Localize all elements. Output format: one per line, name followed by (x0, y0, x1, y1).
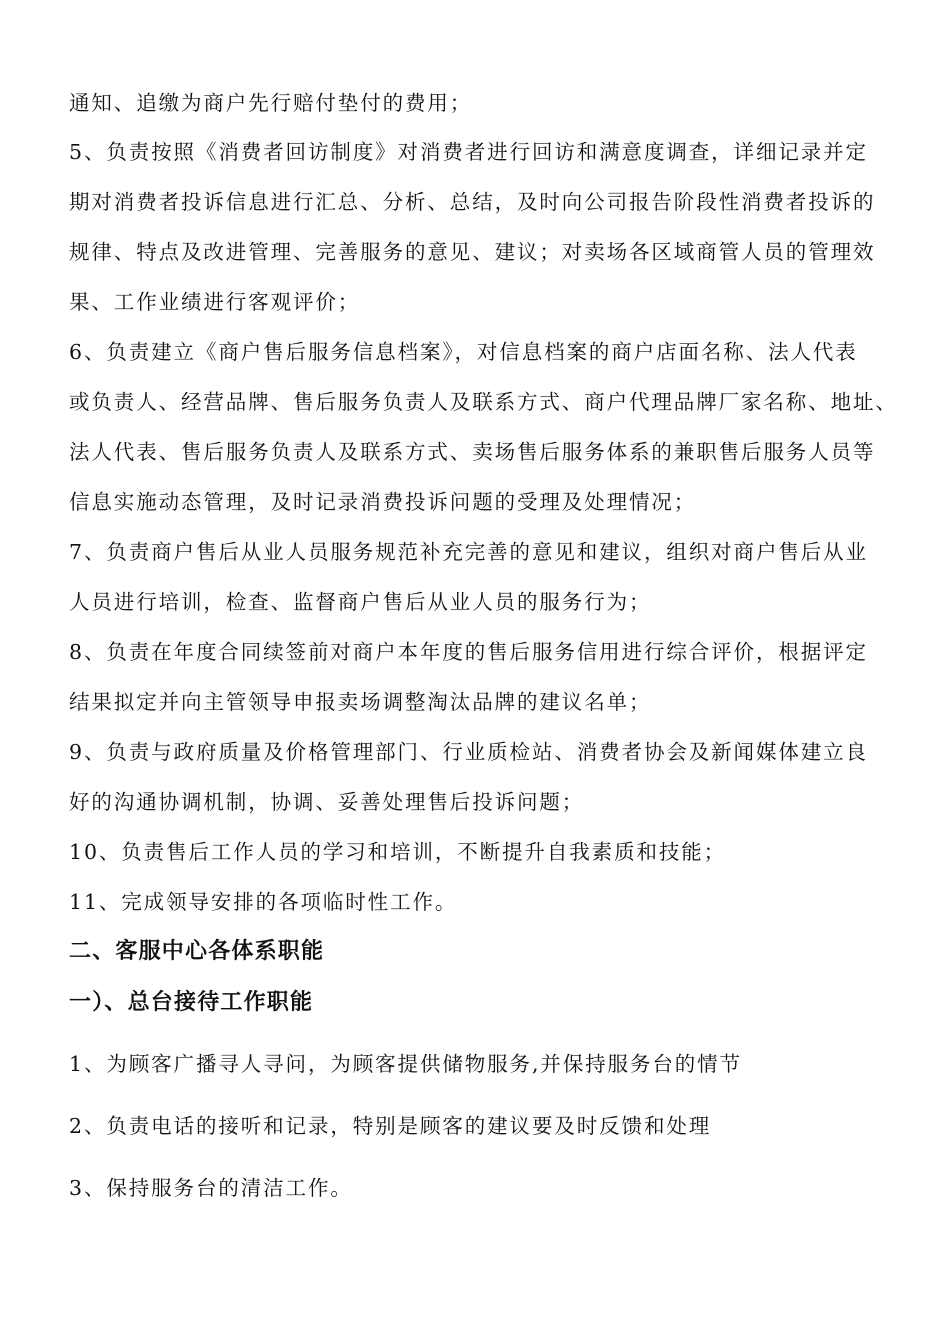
paragraph-line: 8、负责在年度合同续签前对商户本年度的售后服务信用进行综合评价，根据评定 (69, 640, 868, 664)
paragraph-line: 好的沟通协调机制，协调、妥善处理售后投诉问题； (69, 790, 585, 814)
paragraph-line: 6、负责建立《商户售后服务信息档案》，对信息档案的商户店面名称、法人代表 (69, 340, 858, 364)
paragraph-line: 9、负责与政府质量及价格管理部门、行业质检站、消费者协会及新闻媒体建立良 (69, 740, 868, 764)
paragraph-line: 或负责人、经营品牌、售后服务负责人及联系方式、商户代理品牌厂家名称、地址、 (69, 390, 898, 414)
paragraph-line: 通知、追缴为商户先行赔付垫付的费用； (69, 91, 473, 115)
subsection-heading: 一）、总台接待工作职能 (69, 990, 314, 1015)
list-item: 3、保持服务台的清洁工作。 (69, 1176, 353, 1200)
paragraph-line: 期对消费者投诉信息进行汇总、分析、总结，及时向公司报告阶段性消费者投诉的 (69, 190, 876, 214)
paragraph-line: 法人代表、售后服务负责人及联系方式、卖场售后服务体系的兼职售后服务人员等 (69, 440, 876, 464)
paragraph-line: 5、负责按照《消费者回访制度》对消费者进行回访和满意度调查，详细记录并定 (69, 140, 868, 164)
paragraph-line: 10、负责售后工作人员的学习和培训，不断提升自我素质和技能； (69, 840, 727, 864)
list-item: 1、为顾客广播寻人寻问，为顾客提供储物服务,并保持服务台的情节 (69, 1052, 742, 1076)
section-heading: 二、客服中心各体系职能 (69, 939, 325, 964)
paragraph-line: 11、完成领导安排的各项临时性工作。 (69, 890, 458, 914)
paragraph-line: 规律、特点及改进管理、完善服务的意见、建议；对卖场各区域商管人员的管理效 (69, 240, 876, 264)
list-item: 2、负责电话的接听和记录，特别是顾客的建议要及时反馈和处理 (69, 1114, 712, 1138)
paragraph-line: 信息实施动态管理，及时记录消费投诉问题的受理及处理情况； (69, 490, 697, 514)
paragraph-line: 果、工作业绩进行客观评价； (69, 290, 361, 314)
paragraph-line: 人员进行培训，检查、监督商户售后从业人员的服务行为； (69, 590, 652, 614)
paragraph-line: 7、负责商户售后从业人员服务规范补充完善的意见和建议，组织对商户售后从业 (69, 540, 868, 564)
paragraph-line: 结果拟定并向主管领导申报卖场调整淘汰品牌的建议名单； (69, 690, 652, 714)
